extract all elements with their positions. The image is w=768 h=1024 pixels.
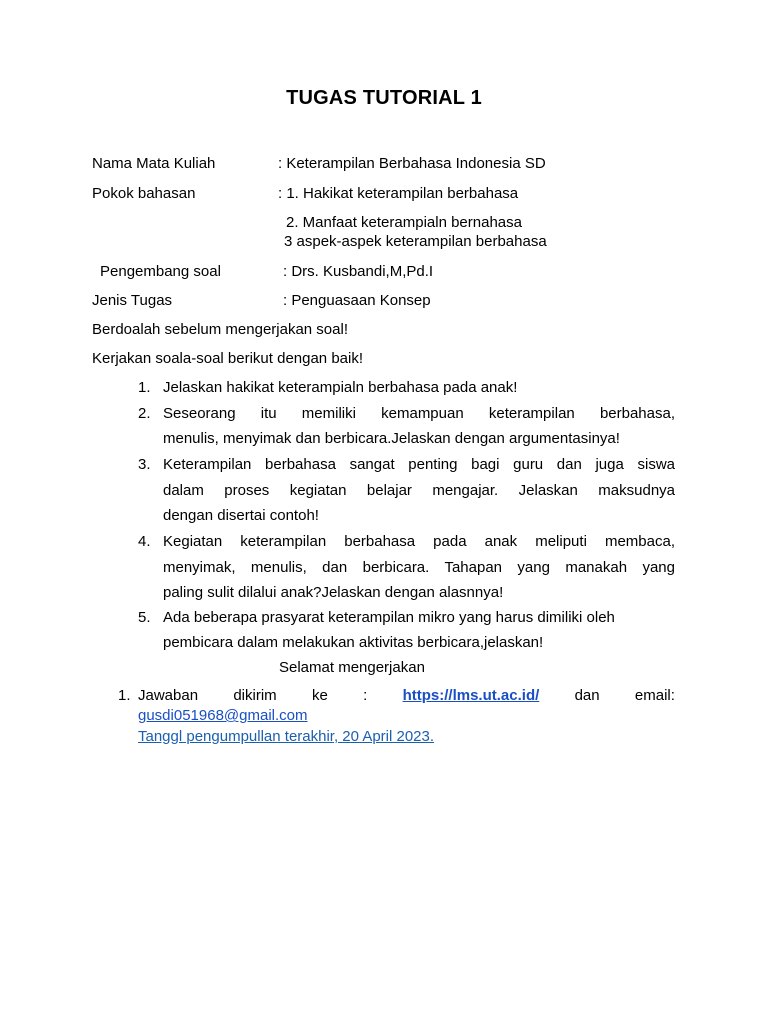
- closing-text: Selamat mengerjakan: [279, 659, 425, 676]
- submission-word: :: [363, 687, 368, 704]
- question-text: paling sulit dilalui anak?Jelaskan dengan alasnnya!: [163, 584, 504, 601]
- info-pokok-item: 3 aspek-aspek keterampilan berbahasa: [284, 233, 547, 250]
- question-text: Keterampilan berbahasa sangat penting bagi guru dan juga siswa: [163, 456, 675, 473]
- question-text: Seseorang itu memiliki kemampuan keterampilan berbahasa,: [163, 405, 675, 422]
- info-pengembang-value: : Drs. Kusbandi,M,Pd.I: [283, 263, 434, 280]
- question-text: pembicara dalam melakukan aktivitas berbicara,jelaskan!: [163, 634, 544, 651]
- submission-word: dan: [574, 687, 600, 704]
- email-link[interactable]: gusdi051968@gmail.com: [138, 707, 308, 724]
- info-pokok-label: Pokok bahasan: [92, 185, 196, 202]
- deadline-text: Tanggl pengumpullan terakhir, 20 April 2023.: [138, 728, 435, 745]
- question-number: 5.: [138, 609, 151, 626]
- info-mata-kuliah-value: : Keterampilan Berbahasa Indonesia SD: [278, 155, 546, 172]
- submission-line: [138, 687, 675, 704]
- question-text: dalam proses kegiatan belajar mengajar. Jelaskan maksudnya: [163, 482, 675, 499]
- question-number: 1.: [138, 379, 151, 396]
- submission-word: email:: [634, 687, 675, 704]
- question-text: Ada beberapa prasyarat keterampilan mikro yang harus dimiliki oleh: [163, 609, 615, 626]
- instruction-line: Berdoalah sebelum mengerjakan soal!: [92, 321, 348, 338]
- question-number: 2.: [138, 405, 151, 422]
- question-text: dengan disertai contoh!: [163, 507, 319, 524]
- question-number: 3.: [138, 456, 151, 473]
- submission-word: dikirim: [233, 687, 277, 704]
- info-mata-kuliah-label: Nama Mata Kuliah: [92, 155, 216, 172]
- instruction-line: Kerjakan soala-soal berikut dengan baik!: [92, 350, 364, 367]
- submission-word: Jawaban: [138, 687, 199, 704]
- question-text: menyimak, menulis, dan berbicara. Tahapan yang manakah yang: [163, 559, 675, 576]
- submission-word: ke: [311, 687, 328, 704]
- question-text: menulis, menyimak dan berbicara.Jelaskan dengan argumentasinya!: [163, 430, 620, 447]
- question-number: 4.: [138, 533, 151, 550]
- info-pengembang-label: Pengembang soal: [100, 263, 221, 280]
- info-jenis-label: Jenis Tugas: [92, 292, 173, 309]
- page-title: TUGAS TUTORIAL 1: [286, 87, 482, 109]
- question-text: Jelaskan hakikat keterampialn berbahasa pada anak!: [163, 379, 518, 396]
- submission-number: 1.: [118, 687, 131, 704]
- question-text: Kegiatan keterampilan berbahasa pada anak meliputi membaca,: [163, 533, 675, 550]
- info-jenis-value: : Penguasaan Konsep: [283, 292, 431, 309]
- lms-link[interactable]: https://lms.ut.ac.id/: [402, 687, 540, 704]
- info-pokok-item: 2. Manfaat keterampialn bernahasa: [286, 214, 522, 231]
- info-pokok-item: : 1. Hakikat keterampilan berbahasa: [278, 185, 519, 202]
